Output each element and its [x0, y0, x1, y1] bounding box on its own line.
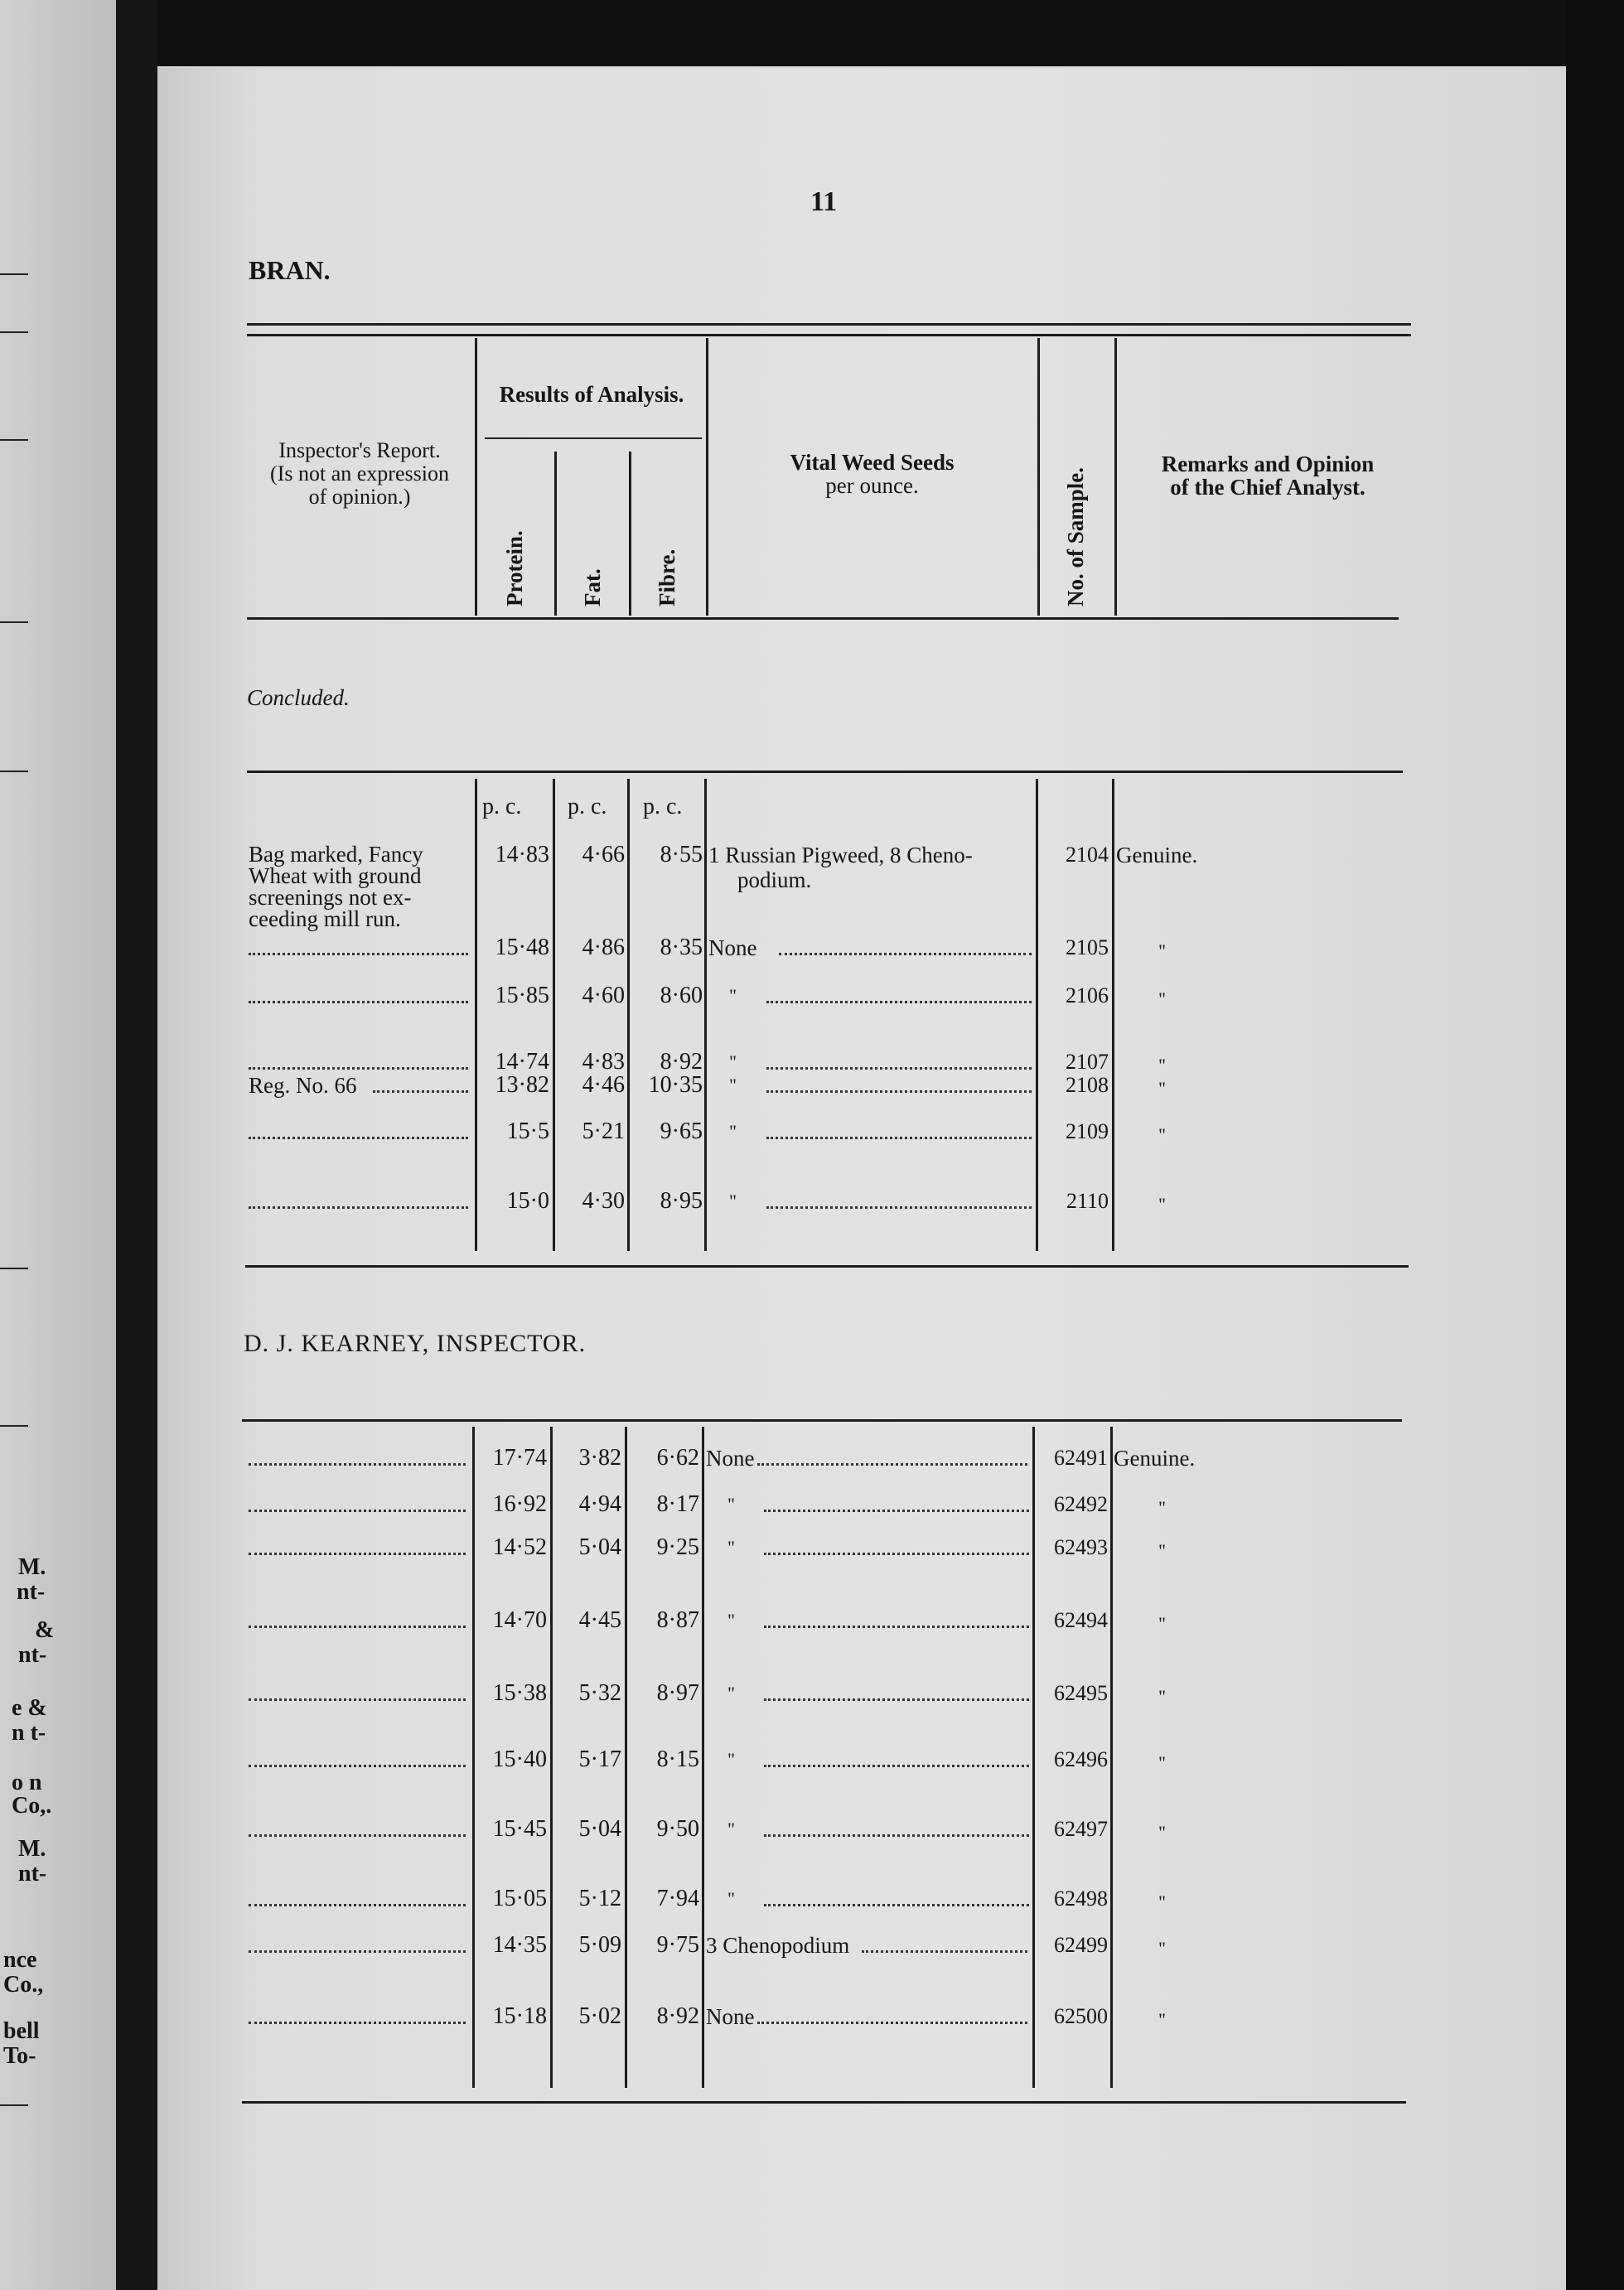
- left-page-rule: [0, 273, 28, 275]
- block2-report-leader: [249, 1834, 466, 1837]
- left-page-fragment: nt-: [18, 1861, 47, 1887]
- left-page-fragment: M.: [18, 1836, 46, 1862]
- b2-vrule-4: [702, 1427, 704, 2088]
- block2-remark: ": [1158, 1497, 1166, 1518]
- b1-vrule-6: [1112, 779, 1114, 1251]
- left-page-fragment: nce: [3, 1947, 37, 1973]
- block2-report-leader: [249, 1510, 466, 1512]
- block2-remark: ": [1158, 1752, 1166, 1773]
- block1-report-leader: [249, 1067, 468, 1070]
- block2-protein: 14·35: [492, 1932, 547, 1958]
- block1-seeds-leader: [766, 1090, 1032, 1093]
- header-bottom-rule: [247, 617, 1399, 620]
- block1-fat: 4·86: [582, 935, 625, 960]
- header-inspector-line-3: of opinion.): [308, 485, 411, 509]
- block1-report-text: Reg. No. 66: [249, 1073, 357, 1098]
- b1-vrule-4: [704, 779, 707, 1251]
- block2-remark: ": [1158, 1938, 1166, 1959]
- block2-fat: 5·09: [578, 1932, 621, 1958]
- block1-protein: 15·85: [495, 983, 549, 1008]
- block2-fat: 5·04: [578, 1816, 621, 1842]
- block2-protein: 17·74: [492, 1445, 547, 1471]
- header-inspector-line-2: (Is not an expression: [270, 461, 449, 486]
- left-page-fragment: To-: [3, 2043, 36, 2069]
- block1-remark: ": [1158, 1078, 1166, 1099]
- block2-seeds-leader: [764, 1553, 1029, 1555]
- block2-fibre: 7·94: [656, 1886, 699, 1911]
- block2-fibre: 8·97: [656, 1680, 699, 1706]
- block2-fibre: 8·87: [656, 1607, 699, 1633]
- block1-seeds: ": [729, 985, 737, 1006]
- block1-protein: 14·83: [495, 842, 549, 867]
- left-page-rule: [0, 771, 28, 772]
- right-edge-dark: [1566, 0, 1624, 2290]
- block1-sample: 2104: [1066, 843, 1109, 867]
- results-underline: [485, 437, 702, 439]
- block2-report-leader: [249, 1904, 466, 1906]
- left-page-fragment: nt-: [17, 1579, 46, 1605]
- block1-report-line: ceeding mill run.: [249, 906, 401, 931]
- block1-sample: 2109: [1066, 1119, 1109, 1143]
- block1-remark: ": [1158, 988, 1166, 1009]
- block2-report-leader: [249, 1765, 466, 1767]
- block2-sample: 62491: [1054, 1446, 1108, 1470]
- block1-fibre: 8·95: [660, 1188, 703, 1214]
- block1-fibre: 8·55: [660, 842, 703, 867]
- block1-seeds: ": [729, 1191, 737, 1211]
- block2-remark: Genuine.: [1114, 1446, 1196, 1471]
- block2-protein: 14·70: [492, 1607, 547, 1633]
- unit-fat: p. c.: [568, 794, 607, 819]
- block2-seeds-leader: [862, 1950, 1027, 1953]
- block2-seeds-leader: [764, 1626, 1029, 1628]
- block2-remark: ": [1158, 2009, 1166, 2030]
- block2-seeds-leader: [757, 1463, 1027, 1466]
- block1-report-leader: [373, 1090, 468, 1093]
- book-binding: [116, 0, 157, 2290]
- block2-report-leader: [249, 1626, 466, 1628]
- block2-seeds-leader: [764, 1510, 1029, 1512]
- block1-sample: 2105: [1066, 935, 1109, 959]
- header-results-of-analysis: Results of Analysis.: [499, 382, 684, 407]
- header-weed-seeds: [708, 451, 1036, 497]
- header-vrule-5: [1037, 338, 1040, 616]
- block2-protein: 14·52: [492, 1534, 547, 1560]
- block1-sample: 2108: [1066, 1073, 1109, 1097]
- left-page-fragment: e &: [12, 1695, 47, 1721]
- block1-fat: 4·83: [582, 1049, 625, 1075]
- block2-seeds: 3 Chenopodium: [706, 1933, 850, 1958]
- b2-vrule-6: [1110, 1427, 1113, 2088]
- block2-seeds-leader: [764, 1765, 1029, 1767]
- header-fat: Fat.: [580, 568, 605, 606]
- block2-sample: 62492: [1054, 1492, 1108, 1516]
- block2-report-leader: [249, 2022, 466, 2024]
- block2-protein: 16·92: [492, 1491, 547, 1517]
- block2-seeds: ": [727, 1610, 735, 1631]
- block2-sample: 62493: [1054, 1535, 1108, 1559]
- block1-seeds: ": [729, 1051, 737, 1072]
- header-inspector-line-1: Inspector's Report.: [278, 438, 441, 462]
- block1-bottom-rule: [245, 1265, 1409, 1268]
- block1-sample: 2106: [1066, 983, 1109, 1007]
- block2-top-rule: [242, 1419, 1402, 1422]
- block1-sample: 2107: [1066, 1050, 1109, 1074]
- block1-remark: ": [1158, 1124, 1166, 1145]
- block1-fibre: 8·60: [660, 983, 703, 1008]
- left-page-rule: [0, 621, 28, 623]
- block2-report-leader: [249, 1950, 466, 1953]
- block1-fibre: 9·65: [660, 1118, 703, 1144]
- block1-fibre: 10·35: [648, 1072, 703, 1098]
- block1-protein: 15·5: [506, 1118, 549, 1144]
- top-edge-dark: [157, 0, 1566, 66]
- block2-fibre: 8·92: [656, 2003, 699, 2029]
- block2-report-leader: [249, 1553, 466, 1555]
- left-page-fragment: nt-: [18, 1642, 47, 1668]
- block2-seeds: ": [727, 1494, 735, 1515]
- header-fibre: Fibre.: [655, 548, 679, 606]
- block1-remark: ": [1158, 1055, 1166, 1075]
- block2-fat: 5·12: [578, 1886, 621, 1911]
- header-weed-seeds-line-1: Vital Weed Seeds: [790, 450, 955, 475]
- header-vrule-3: [629, 452, 631, 616]
- block2-sample: 62497: [1054, 1817, 1108, 1841]
- block1-seeds: ": [729, 1075, 737, 1095]
- block1-protein: 15·48: [495, 935, 549, 960]
- unit-protein: p. c.: [482, 794, 522, 819]
- left-page-fragment: o n: [12, 1770, 42, 1795]
- block2-seeds: ": [727, 1537, 735, 1558]
- block2-protein: 15·38: [492, 1680, 547, 1706]
- inspector-heading: D. J. KEARNEY, INSPECTOR.: [244, 1330, 587, 1357]
- block2-seeds: ": [727, 1683, 735, 1703]
- header-remarks-line-1: Remarks and Opinion: [1161, 452, 1375, 476]
- block2-fibre: 9·75: [656, 1932, 699, 1958]
- header-inspector-report: [245, 439, 474, 509]
- block1-remark: Genuine.: [1116, 843, 1198, 867]
- block2-seeds-leader: [757, 2022, 1027, 2024]
- block1-report-leader: [249, 1137, 468, 1139]
- block2-seeds: None: [706, 1446, 755, 1471]
- block2-protein: 15·45: [492, 1816, 547, 1842]
- block1-report-leader: [249, 1206, 468, 1209]
- unit-fibre: p. c.: [643, 794, 683, 819]
- block1-seeds: None: [708, 935, 757, 960]
- block2-remark: ": [1158, 1540, 1166, 1561]
- block2-seeds-leader: [764, 1698, 1029, 1701]
- block1-fibre: 8·92: [660, 1049, 703, 1075]
- block1-protein: 13·82: [495, 1072, 549, 1098]
- block2-bottom-rule: [242, 2101, 1406, 2104]
- block1-remark: ": [1158, 1194, 1166, 1215]
- block2-seeds-leader: [764, 1834, 1029, 1837]
- block1-seeds-line: 1 Russian Pigweed, 8 Cheno-: [708, 843, 973, 867]
- left-page-fragment: n t-: [12, 1720, 46, 1746]
- left-page-rule: [0, 439, 28, 441]
- header-top-rule: [247, 323, 1411, 326]
- block2-protein: 15·40: [492, 1746, 547, 1772]
- block2-report-leader: [249, 1463, 466, 1466]
- block2-protein: 15·05: [492, 1886, 547, 1911]
- header-remarks: [1119, 452, 1417, 499]
- block2-seeds: ": [727, 1888, 735, 1909]
- block1-report-line: Bag marked, Fancy: [249, 842, 423, 867]
- document-page: [157, 68, 1566, 2290]
- block2-fat: 5·02: [578, 2003, 621, 2029]
- header-vrule-2: [554, 452, 557, 616]
- section-title: BRAN.: [249, 255, 331, 285]
- block1-seeds-leader: [766, 1137, 1032, 1139]
- block1-fat: 4·46: [582, 1072, 625, 1098]
- left-page-rule: [0, 1268, 28, 1269]
- header-vrule-6: [1114, 338, 1117, 616]
- block2-fibre: 9·50: [656, 1816, 699, 1842]
- block1-sample: 2110: [1066, 1189, 1109, 1213]
- block2-seeds: None: [706, 2004, 755, 2029]
- block2-fibre: 9·25: [656, 1534, 699, 1560]
- block1-report-line: Wheat with ground: [249, 863, 422, 888]
- block1-fat: 4·66: [582, 842, 625, 867]
- block2-fibre: 8·15: [656, 1746, 699, 1772]
- left-page-rule: [0, 331, 28, 333]
- left-page-fragment: Co.,: [3, 1972, 44, 1998]
- left-page-rule: [0, 1425, 28, 1427]
- block1-seeds: ": [729, 1121, 737, 1142]
- block1-seeds-leader: [766, 1067, 1032, 1070]
- block1-top-rule: [247, 771, 1403, 773]
- block1-fat: 5·21: [582, 1118, 625, 1144]
- block2-sample: 62494: [1054, 1608, 1108, 1632]
- block1-seeds-leader: [779, 953, 1032, 955]
- block2-remark: ": [1158, 1686, 1166, 1707]
- block2-fat: 4·45: [578, 1607, 621, 1633]
- block2-remark: ": [1158, 1891, 1166, 1912]
- block2-report-leader: [249, 1698, 466, 1701]
- block2-seeds: ": [727, 1749, 735, 1770]
- block1-report-leader: [249, 1001, 468, 1003]
- block2-seeds: ": [727, 1819, 735, 1839]
- block1-fat: 4·60: [582, 983, 625, 1008]
- block2-fibre: 6·62: [656, 1445, 699, 1471]
- block2-seeds-leader: [764, 1904, 1029, 1906]
- block2-fat: 4·94: [578, 1491, 621, 1517]
- header-top-rule-2: [247, 334, 1411, 336]
- block2-fat: 5·32: [578, 1680, 621, 1706]
- block2-remark: ": [1158, 1613, 1166, 1634]
- block2-sample: 62496: [1054, 1747, 1108, 1771]
- page-number: 11: [810, 186, 838, 217]
- block2-fat: 3·82: [578, 1445, 621, 1471]
- header-vrule-1: [475, 338, 477, 616]
- header-protein: Protein.: [502, 530, 527, 606]
- block2-fibre: 8·17: [656, 1491, 699, 1517]
- left-page-fragment: &: [35, 1617, 55, 1643]
- block1-protein: 15·0: [506, 1188, 549, 1214]
- block1-remark: ": [1158, 940, 1166, 961]
- block1-seeds-leader: [766, 1001, 1032, 1003]
- header-remarks-line-2: of the Chief Analyst.: [1170, 475, 1365, 500]
- block1-fat: 4·30: [582, 1188, 625, 1214]
- block2-fat: 5·04: [578, 1534, 621, 1560]
- block1-report-leader: [249, 953, 468, 955]
- left-page-fragment: M.: [18, 1554, 46, 1580]
- block2-sample: 62499: [1054, 1933, 1108, 1957]
- block2-sample: 62495: [1054, 1681, 1108, 1705]
- left-page-fragment: bell: [3, 2018, 40, 2044]
- block1-protein: 14·74: [495, 1049, 549, 1075]
- concluded-label: Concluded.: [247, 685, 350, 710]
- block2-sample: 62500: [1054, 2004, 1108, 2028]
- block1-seeds-leader: [766, 1206, 1032, 1209]
- block1-report-line: screenings not ex-: [249, 885, 412, 910]
- block2-protein: 15·18: [492, 2003, 547, 2029]
- block1-seeds-line: podium.: [737, 867, 812, 892]
- block2-fat: 5·17: [578, 1746, 621, 1772]
- left-page-fragment: Co,.: [12, 1793, 52, 1819]
- header-sample-no: No. of Sample.: [1063, 467, 1088, 606]
- header-weed-seeds-line-2: per ounce.: [825, 473, 919, 498]
- block2-sample: 62498: [1054, 1887, 1108, 1911]
- block2-remark: ": [1158, 1822, 1166, 1843]
- block1-fibre: 8·35: [660, 935, 703, 960]
- left-page-rule: [0, 2104, 28, 2106]
